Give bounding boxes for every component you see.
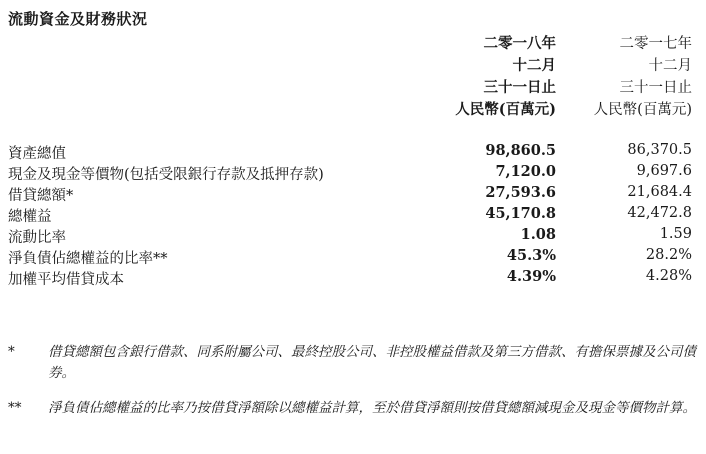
header-year: 二零一八年 (483, 35, 556, 52)
value-2018: 1.08 (520, 226, 556, 243)
row-label: 總權益 (8, 209, 52, 225)
value-2017: 1.59 (659, 226, 692, 242)
table-row (0, 142, 706, 164)
footnote-text: 借貸總額包含銀行借款、同系附屬公司、最終控股公司、非控股權益借款及第三方借款、有擔保票據及公司債券。 (48, 344, 696, 381)
table-row (0, 205, 706, 227)
row-label: 淨負債佔總權益的比率** (8, 251, 168, 267)
value-2017: 86,370.5 (627, 142, 692, 158)
table-row (0, 163, 706, 185)
value-2017: 9,697.6 (636, 163, 692, 179)
header-year: 二零一七年 (619, 36, 692, 52)
value-2018: 45.3% (506, 247, 556, 264)
row-label: 現金及現金等價物(包括受限銀行存款及抵押存款) (8, 167, 324, 183)
value-2018: 27,593.6 (485, 184, 556, 201)
footnote-mark: ** (8, 400, 22, 416)
table-row (0, 247, 706, 269)
row-label: 加權平均借貸成本 (8, 272, 124, 288)
header-day: 三十一日止 (483, 79, 556, 96)
footnote-gearing (0, 398, 706, 442)
value-2017: 28.2% (645, 247, 692, 263)
value-2017: 42,472.8 (627, 205, 692, 221)
footnote-mark: * (8, 344, 15, 360)
table-row (0, 226, 706, 248)
value-2018: 7,120.0 (495, 163, 556, 180)
table-row (0, 268, 706, 290)
value-2017: 21,684.4 (627, 184, 692, 200)
footnote-text: 淨負債佔總權益的比率乃按借貸淨額除以總權益計算，至於借貸淨額則按借貸總額減現金及現金等價物計算。 (48, 400, 696, 416)
section-title: 流動資金及財務狀況 (8, 10, 148, 28)
row-label: 流動比率 (8, 230, 66, 246)
header-month: 十二月 (648, 58, 692, 74)
header-unit: 人民幣(百萬元) (593, 102, 692, 118)
table-row (0, 184, 706, 206)
value-2018: 98,860.5 (485, 142, 556, 159)
row-label: 借貸總額* (8, 188, 74, 204)
row-label: 資產總值 (8, 146, 66, 162)
footnote-borrowings (0, 342, 706, 386)
header-day: 三十一日止 (619, 80, 692, 96)
header-month: 十二月 (512, 57, 556, 74)
value-2017: 4.28% (645, 268, 692, 284)
value-2018: 45,170.8 (485, 205, 556, 222)
value-2018: 4.39% (506, 268, 556, 285)
header-unit: 人民幣(百萬元) (455, 101, 556, 118)
